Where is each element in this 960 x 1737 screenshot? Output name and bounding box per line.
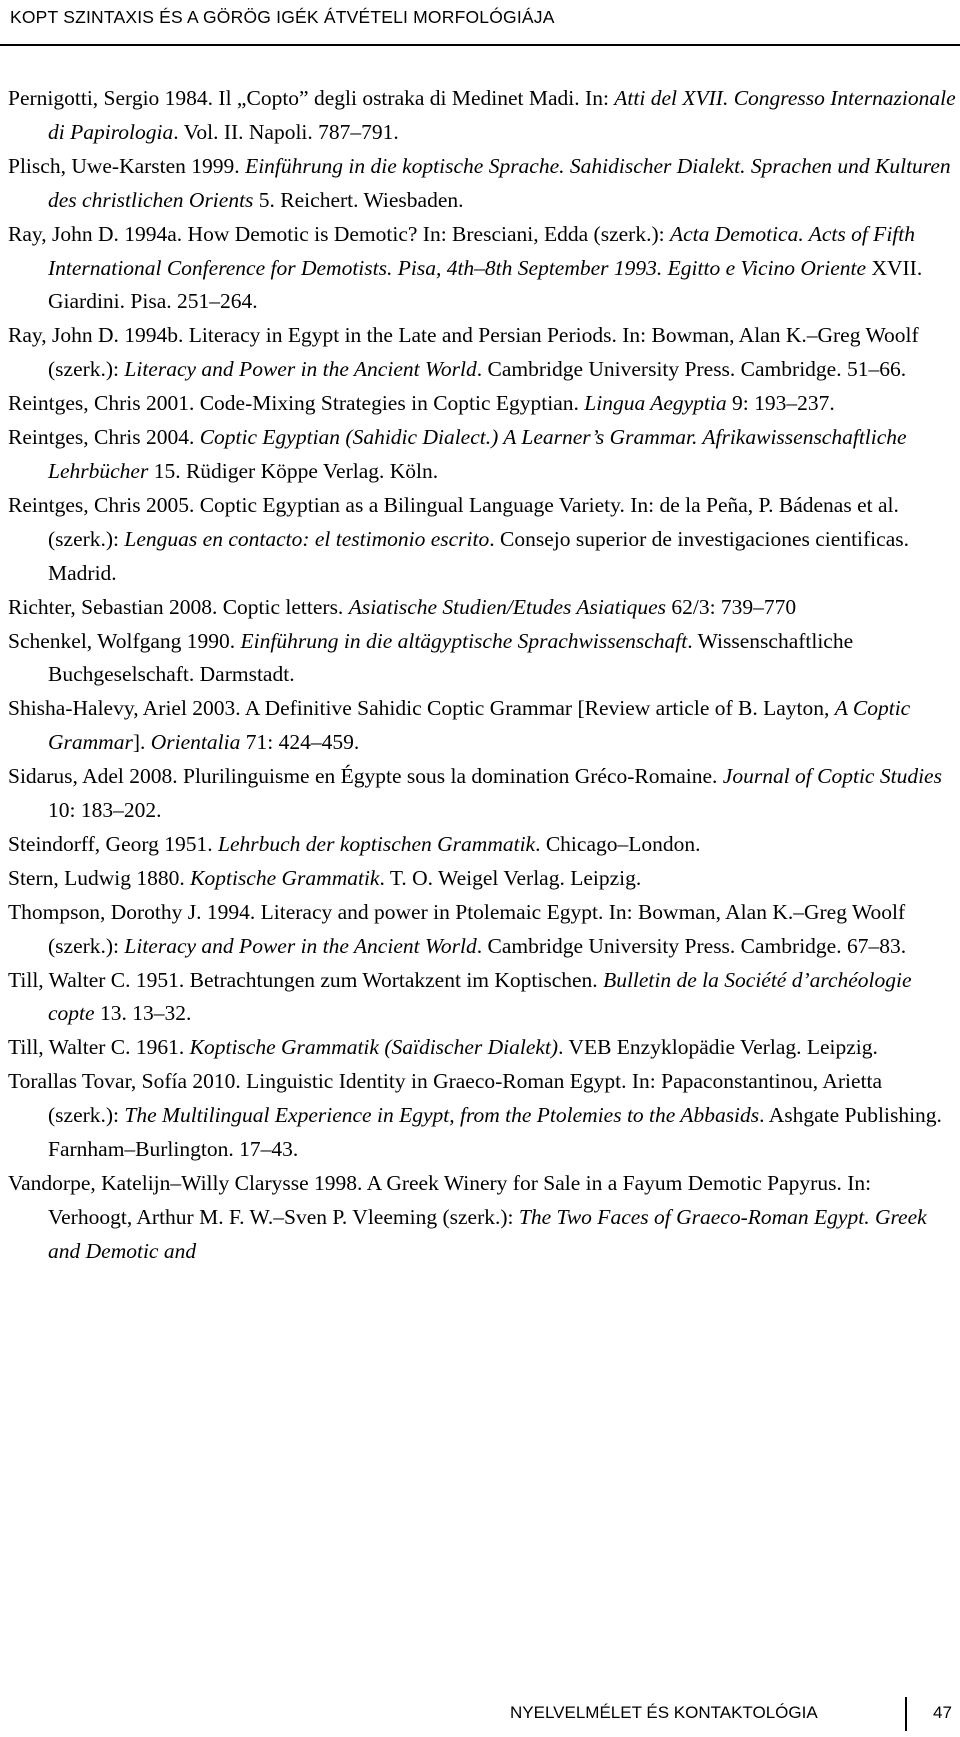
reference-entry [8, 421, 958, 489]
reference-text: Torallas Tovar, Sofía 2010. Linguistic Identity in Graeco-Roman Egypt. In: Papaconstantinou, Arietta (szerk.): [8, 1069, 883, 1128]
reference-entry [8, 387, 958, 421]
reference-entry [8, 218, 958, 320]
reference-list [8, 82, 958, 1269]
reference-entry [8, 625, 958, 693]
reference-entry [8, 489, 958, 591]
header-rule [0, 44, 960, 46]
reference-text: ]. [132, 730, 151, 755]
reference-text: . Chicago–London. [535, 831, 701, 856]
reference-text: Pernigotti, Sergio 1984. Il „Copto” degli ostraka di Medinet Madi. In: [8, 86, 615, 110]
reference-title-italic: Literacy and Power in the Ancient World [124, 357, 477, 382]
reference-text: 71: 424–459. [240, 730, 360, 755]
reference-title-italic: Koptische Grammatik (Saïdischer Dialekt) [189, 1035, 559, 1060]
reference-text: Schenkel, Wolfgang 1990. [8, 628, 241, 653]
reference-title-italic: Lenguas en contacto: el testimonio escrito [124, 526, 490, 551]
reference-entry [8, 896, 958, 964]
reference-title-italic: Lehrbuch der koptischen Grammatik [218, 831, 536, 856]
reference-text: . Wissenschaftliche Buchgeselschaft. Darmstadt. [48, 628, 854, 687]
page-number: 47 [933, 1703, 952, 1722]
reference-text: . Vol. II. Napoli. 787–791. [173, 119, 399, 144]
reference-entry [8, 1065, 958, 1167]
reference-title-italic: Koptische Grammatik [190, 865, 380, 890]
reference-text: . Ashgate Publishing. Farnham–Burlington. 17–43. [48, 1103, 942, 1162]
reference-text: 10: 183–202. [48, 798, 162, 823]
reference-text: 13. 13–32. [94, 1001, 192, 1026]
reference-text: . T. O. Weigel Verlag. Leipzig. [379, 865, 642, 890]
reference-text: 5. Reichert. Wiesbaden. [253, 187, 464, 212]
reference-title-italic: Lingua Aegyptia [584, 391, 727, 416]
reference-text: 62/3: 739–770 [665, 594, 797, 619]
reference-text: Ray, John D. 1994a. How Demotic is Demotic? In: Bresciani, Edda (szerk.): [8, 221, 670, 246]
reference-title-italic: Orientalia [150, 730, 241, 755]
reference-entry [8, 150, 958, 218]
reference-text: Ray, John D. 1994b. Literacy in Egypt in the Late and Persian Periods. In: Bowman, Alan K.–Greg Woolf (szerk.): [8, 323, 919, 382]
reference-entry [8, 1167, 958, 1269]
reference-text: Richter, Sebastian 2008. Coptic letters. [8, 594, 349, 619]
reference-text: 15. Rüdiger Köppe Verlag. Köln. [148, 458, 439, 483]
reference-title-italic: Asiatische Studien/Etudes Asiatiques [348, 594, 666, 619]
reference-text: Vandorpe, Katelijn–Willy Clarysse 1998. A Greek Winery for Sale in a Fayum Demotic Papyrus. In: Verhoogt, Arthur M. F. W.–Sven P. Vleeming (szerk.): [8, 1171, 872, 1229]
reference-text: . Cambridge University Press. Cambridge. 67–83. [476, 933, 907, 958]
reference-text: Till, Walter C. 1951. Betrachtungen zum Wortakzent im Koptischen. [8, 967, 604, 992]
reference-text: . Cambridge University Press. Cambridge. 51–66. [476, 357, 907, 382]
reference-title-italic: Coptic Egyptian (Sahidic Dialect.) A Learner’s Grammar. Afrikawissenschaftliche Lehrbücher [48, 425, 907, 483]
reference-title-italic: A Coptic Grammar [48, 696, 911, 755]
reference-entry [8, 964, 958, 1032]
reference-entry [8, 591, 958, 625]
reference-text: . VEB Enzyklopädie Verlag. Leipzig. [558, 1035, 878, 1060]
reference-title-italic: Atti del XVII. Congresso Internazionale di Papirologia [48, 86, 956, 144]
footer-divider [905, 1697, 907, 1731]
reference-entry [8, 1031, 958, 1065]
reference-entry [8, 692, 958, 760]
reference-entry [8, 862, 958, 896]
reference-text: . Consejo superior de investigaciones cientificas. Madrid. [48, 526, 909, 585]
reference-entry [8, 760, 958, 828]
running-header: KOPT SZINTAXIS ÉS A GÖRÖG IGÉK ÁTVÉTELI MORFOLÓGIÁJA [10, 7, 555, 27]
footer-title: NYELVELMÉLET ÉS KONTAKTOLÓGIA [510, 1703, 818, 1722]
page-footer [0, 1697, 960, 1737]
reference-text: Thompson, Dorothy J. 1994. Literacy and power in Ptolemaic Egypt. In: Bowman, Alan K.–Greg Woolf (szerk.): [8, 899, 906, 958]
reference-text: 9: 193–237. [726, 391, 835, 416]
reference-title-italic: Literacy and Power in the Ancient World [124, 933, 477, 958]
reference-entry [8, 319, 958, 387]
reference-title-italic: Bulletin de la Société d’archéologie copte [48, 967, 912, 1026]
reference-text: Shisha-Halevy, Ariel 2003. A Definitive Sahidic Coptic Grammar [Review article of B. Layton, [8, 696, 835, 721]
reference-title-italic: Einführung in die altägyptische Sprachwissenschaft [240, 628, 688, 653]
reference-title-italic: Einführung in die koptische Sprache. Sahidischer Dialekt. Sprachen und Kulturen des christlichen Orients [48, 153, 951, 212]
reference-title-italic: The Two Faces of Graeco-Roman Egypt. Greek and Demotic and [48, 1204, 927, 1263]
reference-text: Sidarus, Adel 2008. Plurilinguisme en Égypte sous la domination Gréco-Romaine. [8, 764, 723, 789]
reference-text: Stern, Ludwig 1880. [8, 865, 191, 890]
reference-text: Reintges, Chris 2001. Code-Mixing Strategies in Coptic Egyptian. [8, 391, 585, 416]
reference-text: Steindorff, Georg 1951. [8, 831, 219, 856]
reference-text: Plisch, Uwe-Karsten 1999. [8, 153, 246, 178]
reference-title-italic: Journal of Coptic Studies [722, 764, 942, 789]
reference-text: Reintges, Chris 2004. [8, 425, 200, 450]
reference-entry [8, 82, 958, 150]
reference-entry [8, 828, 958, 862]
reference-text: XVII. Giardini. Pisa. 251–264. [48, 255, 923, 314]
reference-title-italic: Acta Demotica. Acts of Fifth International Conference for Demotists. Pisa, 4th–8th September 1993. Egitto e Vicino Oriente [48, 221, 915, 280]
reference-title-italic: The Multilingual Experience in Egypt, from the Ptolemies to the Abbasids [124, 1103, 760, 1128]
reference-text: Reintges, Chris 2005. Coptic Egyptian as a Bilingual Language Variety. In: de la Peña, P. Bádenas et al. (szerk.): [8, 492, 899, 551]
reference-text: Till, Walter C. 1961. [8, 1035, 190, 1060]
